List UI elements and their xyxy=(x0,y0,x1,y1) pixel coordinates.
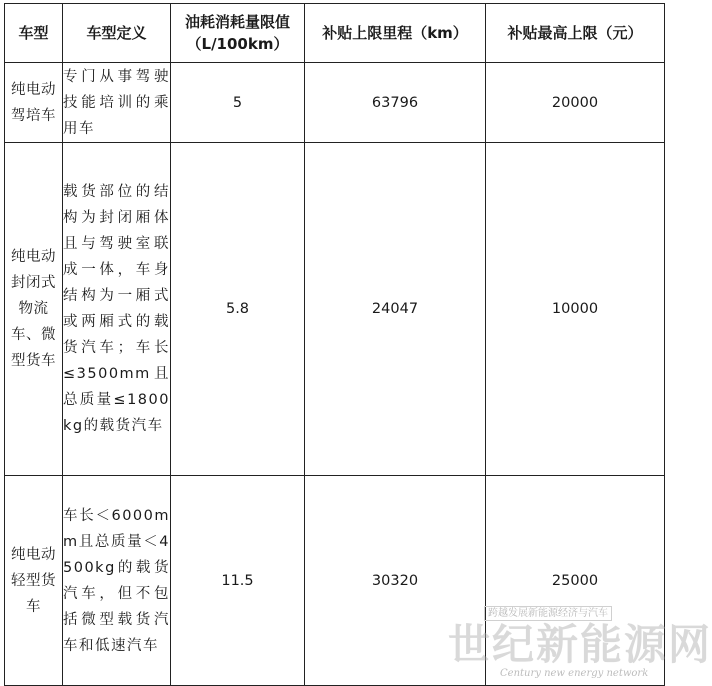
watermark-english-name: Century new energy network xyxy=(500,668,649,679)
header-row xyxy=(5,4,665,63)
mileage-cap-cell: 30320 xyxy=(305,476,486,686)
subsidy-cap-cell: 10000 xyxy=(486,143,665,476)
vehicle-type-cell: 纯电动封闭式物流车、微型货车 xyxy=(5,143,63,476)
header-vehicle-type: 车型 xyxy=(5,4,63,63)
mileage-cap-cell: 63796 xyxy=(305,63,486,143)
subsidy-cap-cell: 20000 xyxy=(486,63,665,143)
subsidy-table xyxy=(4,3,665,686)
mileage-cap-cell: 24047 xyxy=(305,143,486,476)
vehicle-definition-cell: 载货部位的结构为封闭厢体且与驾驶室联成一体，车身结构为一厢式或两厢式的载货汽车；车长≤3500mm且总质量≤1800kg的载货汽车 xyxy=(63,143,171,476)
fuel-limit-cell: 5 xyxy=(171,63,305,143)
header-subsidy-cap: 补贴最高上限（元） xyxy=(486,4,665,63)
table-row xyxy=(5,476,665,686)
table-row xyxy=(5,143,665,476)
header-mileage-cap: 补贴上限里程（km） xyxy=(305,4,486,63)
vehicle-type-cell: 纯电动轻型货车 xyxy=(5,476,63,686)
vehicle-type-cell: 纯电动驾培车 xyxy=(5,63,63,143)
header-fuel-limit: 油耗消耗量限值（L/100km） xyxy=(171,4,305,63)
watermark-site-name: 世纪新能源网 xyxy=(448,620,712,669)
subsidy-cap-cell: 25000 xyxy=(486,476,665,686)
fuel-limit-cell: 5.8 xyxy=(171,143,305,476)
vehicle-definition-cell: 车长＜6000mm且总质量＜4500kg的载货汽车，但不包括微型载货汽车和低速汽车 xyxy=(63,476,171,686)
table-row xyxy=(5,63,665,143)
vehicle-definition-cell: 专门从事驾驶技能培训的乘用车 xyxy=(63,63,171,143)
header-vehicle-definition: 车型定义 xyxy=(63,4,171,63)
watermark-tagline: 跨越发展新能源经济与汽车 xyxy=(484,606,612,621)
fuel-limit-cell: 11.5 xyxy=(171,476,305,686)
